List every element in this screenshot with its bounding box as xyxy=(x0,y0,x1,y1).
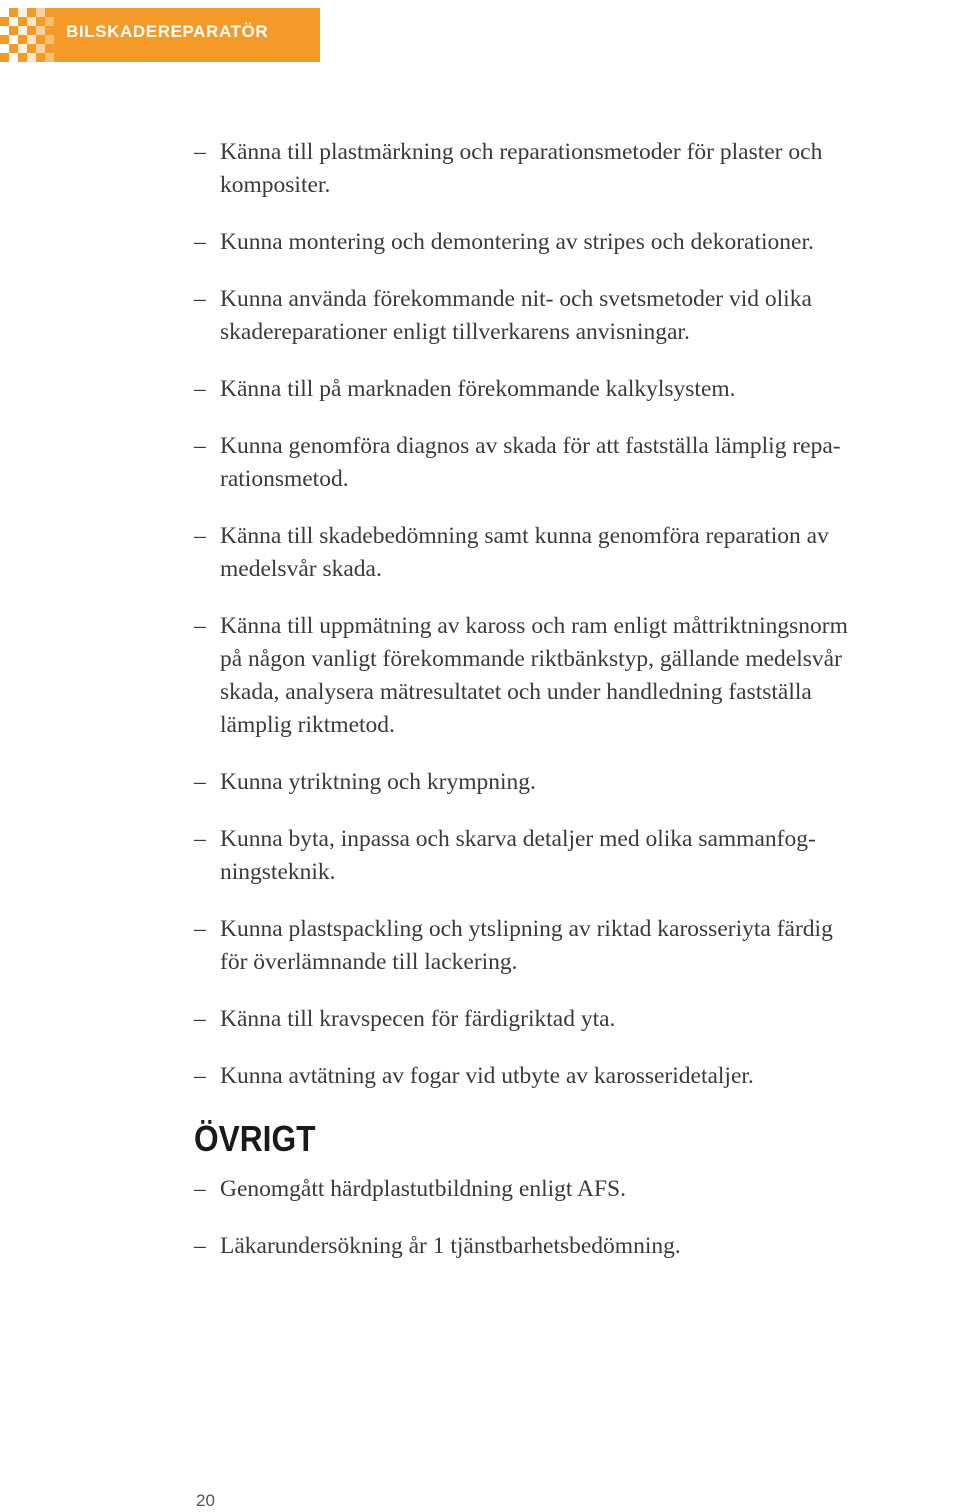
list-dash: – xyxy=(194,769,206,795)
list-dash: – xyxy=(194,1063,206,1089)
list-dash: – xyxy=(194,376,206,402)
list-item xyxy=(194,610,960,742)
list-item xyxy=(194,913,960,979)
list-dash: – xyxy=(194,286,206,312)
list-item-text: Kunna genomföra diagnos av skada för att fastställa lämplig repa- rationsmetod. xyxy=(220,433,841,492)
list-dash: – xyxy=(194,826,206,852)
header-label: BILSKADEREPARATÖR xyxy=(66,22,269,41)
list-dash: – xyxy=(194,1176,206,1202)
section-heading: ÖVRIGT xyxy=(194,1118,316,1159)
list-item-text: Känna till skadebedömning samt kunna genomföra reparation av medelsvår skada. xyxy=(220,523,829,582)
list-item xyxy=(194,1173,960,1206)
page-number: 20 xyxy=(196,1491,215,1510)
list-dash: – xyxy=(194,139,206,165)
list-item xyxy=(194,1060,960,1093)
checker-pattern-icon xyxy=(0,8,54,62)
list-item xyxy=(194,823,960,889)
list-item-text: Känna till på marknaden förekommande kalkylsystem. xyxy=(220,376,736,402)
list-item-text: Känna till kravspecen för färdigriktad yta. xyxy=(220,1006,616,1032)
list-item-text: Kunna byta, inpassa och skarva detaljer med olika sammanfog- ningsteknik. xyxy=(220,826,816,885)
list-item xyxy=(194,283,960,349)
main-content xyxy=(194,136,960,1287)
list-item xyxy=(194,1230,960,1263)
list-item-text: Känna till uppmätning av kaross och ram enligt måttriktningsnorm på någon vanligt förekommande riktbänkstyp, gällande medelsvår skada, analysera mätresultatet och under handledning fastställa lämplig riktmetod. xyxy=(220,613,848,738)
list-dash: – xyxy=(194,916,206,942)
list-item xyxy=(194,520,960,586)
list-item xyxy=(194,766,960,799)
list-item-text: Läkarundersökning år 1 tjänstbarhetsbedömning. xyxy=(220,1233,681,1259)
list-dash: – xyxy=(194,523,206,549)
list-dash: – xyxy=(194,1006,206,1032)
list-dash: – xyxy=(194,1233,206,1259)
list-item-text: Kunna montering och demontering av stripes och dekorationer. xyxy=(220,229,814,255)
list-item-text: Kunna ytriktning och krympning. xyxy=(220,769,536,795)
list-item-text: Känna till plastmärkning och reparationsmetoder för plaster och kompositer. xyxy=(220,139,823,198)
list-item xyxy=(194,430,960,496)
list-item xyxy=(194,373,960,406)
list-item-text: Genomgått härdplastutbildning enligt AFS. xyxy=(220,1176,627,1202)
header-band xyxy=(0,8,320,62)
list-dash: – xyxy=(194,433,206,459)
list-item-text: Kunna plastspackling och ytslipning av riktad karosseriyta färdig för överlämnande till lackering. xyxy=(220,916,833,975)
list-dash: – xyxy=(194,613,206,639)
list-item xyxy=(194,226,960,259)
list-item-text: Kunna avtätning av fogar vid utbyte av karosseridetaljer. xyxy=(220,1063,754,1089)
list-item-text: Kunna använda förekommande nit- och svetsmetoder vid olika skadereparationer enligt tillverkarens anvisningar. xyxy=(220,286,812,345)
list-item xyxy=(194,1003,960,1036)
list-dash: – xyxy=(194,229,206,255)
list-item xyxy=(194,136,960,202)
